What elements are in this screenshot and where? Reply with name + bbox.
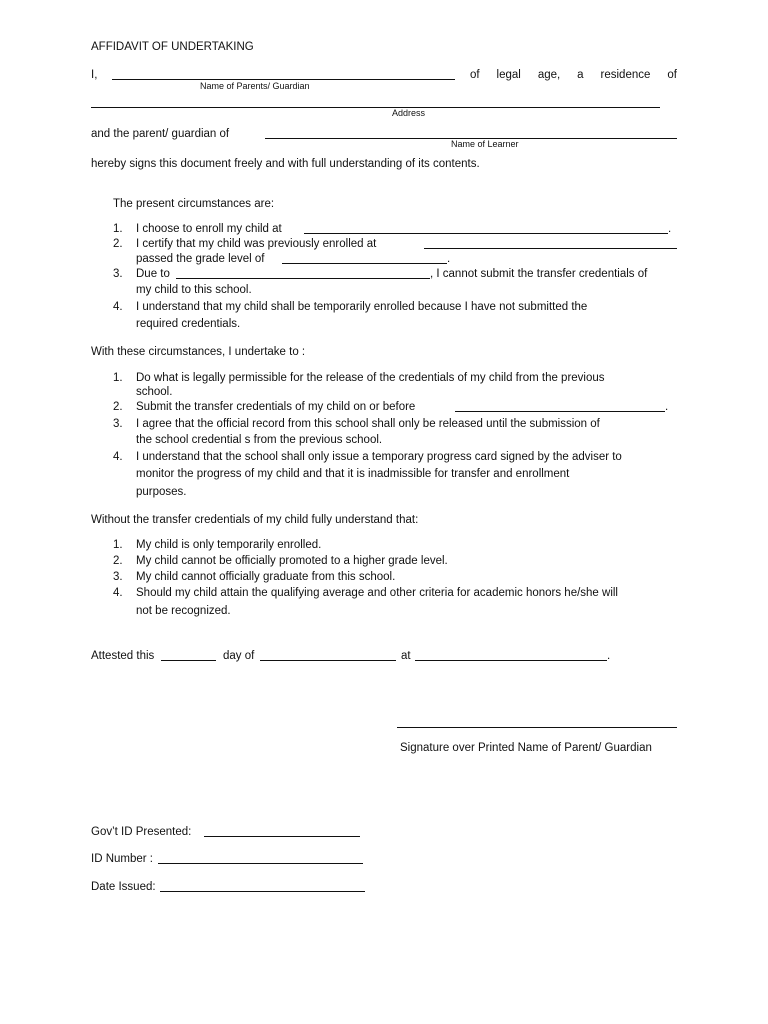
list-number: 2.: [113, 555, 123, 567]
word: of: [470, 69, 480, 81]
list-number: 4.: [113, 587, 123, 599]
list-item-text: My child cannot officially graduate from this school.: [136, 571, 396, 583]
list-item-text: monitor the progress of my child and that it is inadmissible for transfer and enrollment: [136, 468, 570, 480]
period: .: [447, 253, 451, 265]
list-number: 3.: [113, 268, 123, 280]
previous-school-blank[interactable]: [424, 248, 677, 249]
list-item-text: Due to: [136, 268, 170, 280]
govt-id-label: Gov’t ID Presented:: [91, 826, 192, 838]
learner-caption: Name of Learner: [451, 139, 519, 149]
list-item-text: not be recognized.: [136, 605, 231, 617]
list-item-text: my child to this school.: [136, 284, 252, 296]
period: .: [668, 223, 672, 235]
list-item-text: I understand that my child shall be temporarily enrolled because I have not submitted the: [136, 301, 588, 313]
signs-statement: hereby signs this document freely and with full understanding of its contents.: [91, 158, 480, 170]
day-of-label: day of: [223, 650, 255, 662]
document-title: AFFIDAVIT OF UNDERTAKING: [91, 41, 254, 53]
signature-line[interactable]: [397, 727, 677, 728]
id-number-blank[interactable]: [158, 863, 363, 864]
id-number-label: ID Number :: [91, 853, 153, 865]
list-item-text: I understand that the school shall only issue a temporary progress card signed by the adviser to: [136, 451, 622, 463]
intro-i-label: I,: [91, 69, 98, 81]
word: a: [577, 69, 584, 81]
list-item-text: purposes.: [136, 486, 187, 498]
word: legal: [496, 69, 521, 81]
date-issued-blank[interactable]: [160, 891, 365, 892]
list-number: 3.: [113, 571, 123, 583]
govt-id-blank[interactable]: [204, 836, 360, 837]
list-item-text: I choose to enroll my child at: [136, 223, 282, 235]
list-item-text: required credentials.: [136, 318, 241, 330]
list-item-text: I agree that the official record from this school shall only be released until the submission of: [136, 418, 600, 430]
attested-label: Attested this: [91, 650, 155, 662]
enroll-school-blank[interactable]: [304, 233, 668, 234]
date-issued-label: Date Issued:: [91, 881, 156, 893]
without-heading: Without the transfer credentials of my child fully understand that:: [91, 514, 419, 526]
address-blank[interactable]: [91, 107, 660, 108]
circumstances-heading: The present circumstances are:: [113, 198, 275, 210]
list-item-text: Should my child attain the qualifying average and other criteria for academic honors he/she will: [136, 587, 618, 599]
list-number: 2.: [113, 238, 123, 250]
grade-level-blank[interactable]: [282, 263, 447, 264]
list-item-text: Do what is legally permissible for the release of the credentials of my child from the previous: [136, 372, 605, 384]
attested-month-blank[interactable]: [260, 660, 396, 661]
list-number: 3.: [113, 418, 123, 430]
list-item-text: , I cannot submit the transfer credentials of: [430, 268, 648, 280]
reason-blank[interactable]: [176, 278, 430, 279]
list-item-text: My child is only temporarily enrolled.: [136, 539, 322, 551]
attested-place-blank[interactable]: [415, 660, 607, 661]
address-caption: Address: [392, 108, 426, 118]
list-number: 2.: [113, 401, 123, 413]
word: age,: [537, 69, 561, 81]
at-label: at: [401, 650, 411, 662]
attested-day-blank[interactable]: [161, 660, 216, 661]
parent-of-label: and the parent/ guardian of: [91, 128, 230, 140]
parent-name-blank[interactable]: [112, 79, 455, 80]
list-number: 1.: [113, 372, 123, 384]
name-caption: Name of Parents/ Guardian: [200, 81, 310, 91]
period: .: [607, 650, 611, 662]
list-item-text: school.: [136, 386, 173, 398]
list-item-text: the school credential s from the previous school.: [136, 434, 383, 446]
legal-age-row: [470, 68, 677, 82]
list-number: 4.: [113, 451, 123, 463]
undertake-heading: With these circumstances, I undertake to :: [91, 346, 306, 358]
list-number: 4.: [113, 301, 123, 313]
signature-caption: Signature over Printed Name of Parent/ Guardian: [400, 742, 652, 754]
submission-date-blank[interactable]: [455, 411, 665, 412]
list-item-text: I certify that my child was previously enrolled at: [136, 238, 377, 250]
list-item-text: My child cannot be officially promoted to a higher grade level.: [136, 555, 448, 567]
list-item-text: passed the grade level of: [136, 253, 265, 265]
period: .: [665, 401, 669, 413]
list-number: 1.: [113, 223, 123, 235]
word: of: [667, 69, 677, 81]
list-number: 1.: [113, 539, 123, 551]
word: residence: [600, 69, 651, 81]
list-item-text: Submit the transfer credentials of my child on or before: [136, 401, 416, 413]
